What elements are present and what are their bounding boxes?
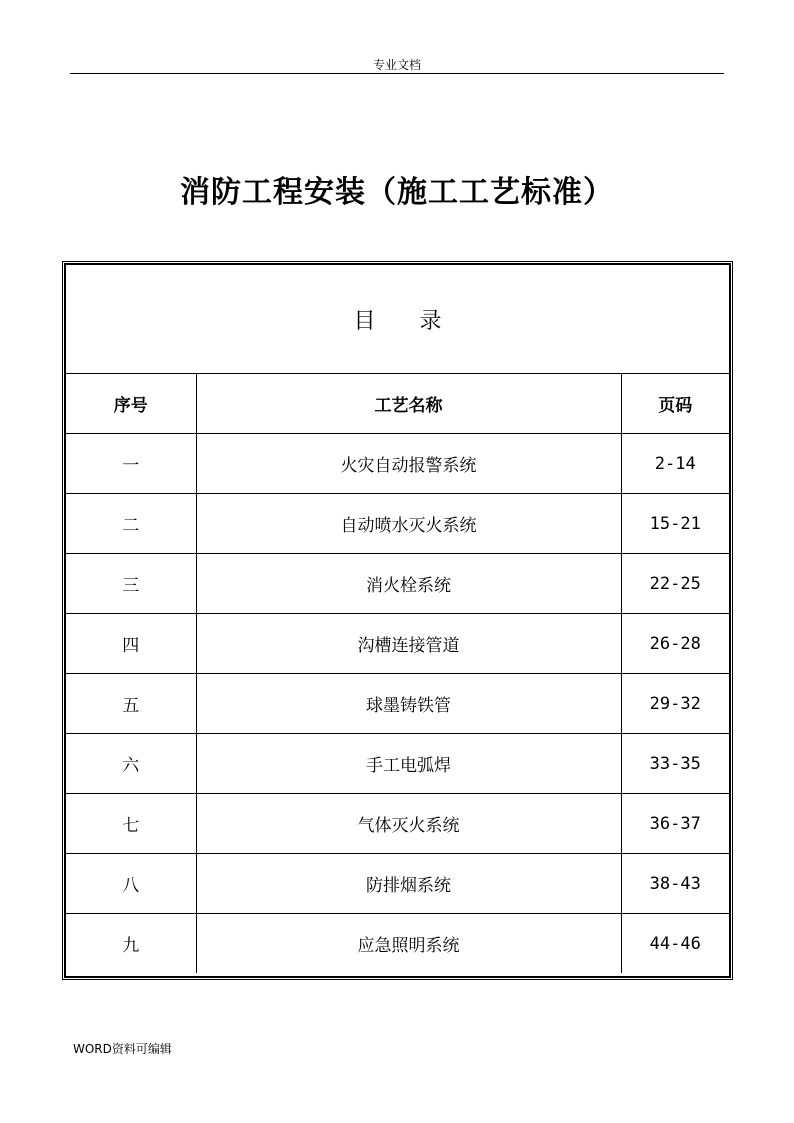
row-pages: 38-43 — [621, 854, 729, 914]
row-no: 六 — [66, 734, 196, 794]
header-divider — [70, 73, 724, 74]
row-no: 八 — [66, 854, 196, 914]
toc-table — [66, 265, 729, 973]
toc-heading — [66, 265, 729, 374]
row-name: 火灾自动报警系统 — [196, 434, 621, 494]
row-pages: 29-32 — [621, 674, 729, 734]
table-row — [66, 914, 729, 974]
table-row — [66, 794, 729, 854]
document-title: 消防工程安装（施工工艺标准） — [180, 175, 614, 210]
row-pages: 36-37 — [621, 794, 729, 854]
row-no: 三 — [66, 554, 196, 614]
row-pages: 44-46 — [621, 914, 729, 974]
table-row — [66, 854, 729, 914]
column-header-name: 工艺名称 — [196, 374, 621, 434]
row-name: 消火栓系统 — [196, 554, 621, 614]
table-row — [66, 434, 729, 494]
toc-heading-right: 录 — [419, 308, 442, 334]
row-no: 五 — [66, 674, 196, 734]
column-header-pages: 页码 — [621, 374, 729, 434]
column-header-no: 序号 — [66, 374, 196, 434]
table-row — [66, 614, 729, 674]
row-name: 手工电弧焊 — [196, 734, 621, 794]
row-pages: 15-21 — [621, 494, 729, 554]
row-no: 二 — [66, 494, 196, 554]
toc-heading-row — [66, 265, 729, 374]
page-footer-text: WORD资料可编辑 — [73, 1042, 172, 1056]
row-pages: 22-25 — [621, 554, 729, 614]
row-name: 应急照明系统 — [196, 914, 621, 974]
row-name: 自动喷水灭火系统 — [196, 494, 621, 554]
row-name: 防排烟系统 — [196, 854, 621, 914]
toc-column-headers — [66, 374, 729, 434]
row-pages: 26-28 — [621, 614, 729, 674]
table-row — [66, 554, 729, 614]
table-row — [66, 494, 729, 554]
row-no: 四 — [66, 614, 196, 674]
row-no: 一 — [66, 434, 196, 494]
row-pages: 2-14 — [621, 434, 729, 494]
table-row — [66, 674, 729, 734]
row-name: 球墨铸铁管 — [196, 674, 621, 734]
toc-heading-left: 目 — [353, 308, 376, 334]
row-name: 气体灭火系统 — [196, 794, 621, 854]
row-pages: 33-35 — [621, 734, 729, 794]
page-header-text: 专业文档 — [372, 58, 421, 72]
table-of-contents — [64, 263, 731, 978]
row-name: 沟槽连接管道 — [196, 614, 621, 674]
table-row — [66, 734, 729, 794]
row-no: 七 — [66, 794, 196, 854]
row-no: 九 — [66, 914, 196, 974]
